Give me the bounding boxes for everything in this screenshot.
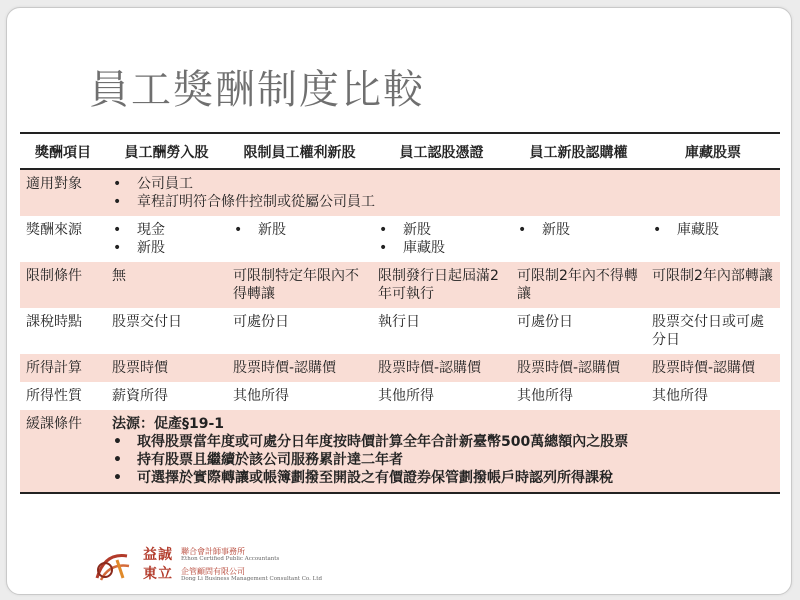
list-item: • 可選擇於實際轉讓或帳簿劃撥至開設之有價證券保管劃撥帳戶時認列所得課稅 [112, 469, 776, 487]
table-cell: 可限制2年內部轉讓 [646, 262, 780, 308]
table-cell: 股票時價 [106, 354, 227, 382]
row-income-type [20, 382, 780, 410]
table-cell: 其他所得 [646, 382, 780, 410]
cell-source-4 [511, 216, 646, 262]
table-cell: 股票時價-認購價 [511, 354, 646, 382]
list-item: • 現金 [112, 221, 223, 239]
header-share-subscription: 員工新股認購權 [511, 133, 646, 169]
row-source [20, 216, 780, 262]
header-treasury-stock: 庫藏股票 [646, 133, 780, 169]
list-item: • 新股 [233, 221, 368, 239]
table-cell: 可限制2年內不得轉讓 [511, 262, 646, 308]
list-item: • 新股 [517, 221, 642, 239]
comparison-table [20, 132, 780, 494]
list-item: • 持有股票且繼續於該公司服務累計達二年者 [112, 451, 776, 469]
cell-source-1 [106, 216, 227, 262]
list-item: • 庫藏股 [652, 221, 776, 239]
row-restrictions [20, 262, 780, 308]
company-logo [93, 544, 333, 592]
list-item: • 新股 [378, 221, 507, 239]
logo-firm1-en: Ethon Certified Public Accountants [181, 556, 280, 562]
logo-name-line1: 益誠 [143, 547, 173, 563]
table-cell: 股票時價-認購價 [372, 354, 511, 382]
logo-firm1-cn: 聯合會計師事務所 [181, 547, 245, 556]
legal-basis: 法源：促產§19-1 [112, 416, 225, 432]
table-cell: 股票交付日或可處分日 [646, 308, 780, 354]
row-label: 所得性質 [20, 382, 106, 410]
list-item: • 取得股票當年度或可處分日年度按時價計算全年合計新臺幣500萬總額內之股票 [112, 433, 776, 451]
header-stock-options: 員工認股憑證 [372, 133, 511, 169]
table-cell: 其他所得 [372, 382, 511, 410]
cell-eligibility [106, 169, 780, 216]
row-deferral [20, 410, 780, 493]
table-cell: 可限制特定年限內不得轉讓 [227, 262, 372, 308]
logo-firm2-cn: 企管顧問有限公司 [181, 567, 245, 576]
table-cell: 可處份日 [511, 308, 646, 354]
row-eligibility [20, 169, 780, 216]
row-label: 限制條件 [20, 262, 106, 308]
list-item: • 章程訂明符合條件控制或從屬公司員工 [112, 193, 776, 211]
table-cell: 可處份日 [227, 308, 372, 354]
list-item: • 庫藏股 [378, 239, 507, 257]
cell-source-2 [227, 216, 372, 262]
table-cell: 其他所得 [511, 382, 646, 410]
row-label: 緩課條件 [20, 410, 106, 493]
logo-mark-icon [93, 548, 133, 584]
row-label: 課稅時點 [20, 308, 106, 354]
header-employee-bonus-shares: 員工酬勞入股 [106, 133, 227, 169]
cell-deferral [106, 410, 780, 493]
list-item: • 公司員工 [112, 175, 776, 193]
logo-firm2-en: Dong Li Business Management Consultant Co. Ltd [181, 576, 323, 582]
row-label: 適用對象 [20, 169, 106, 216]
slide-title: 員工獎酬制度比較 [89, 67, 425, 113]
row-tax-timing [20, 308, 780, 354]
row-label: 所得計算 [20, 354, 106, 382]
header-restricted-stock: 限制員工權利新股 [227, 133, 372, 169]
slide [6, 7, 792, 595]
logo-name-line2: 東立 [143, 566, 173, 582]
cell-source-5 [646, 216, 780, 262]
cell-source-3 [372, 216, 511, 262]
table-cell: 股票時價-認購價 [227, 354, 372, 382]
row-label: 獎酬來源 [20, 216, 106, 262]
list-item: • 新股 [112, 239, 223, 257]
table-cell: 薪資所得 [106, 382, 227, 410]
header-item: 獎酬項目 [20, 133, 106, 169]
table-cell: 股票交付日 [106, 308, 227, 354]
table-cell: 限制發行日起屆滿2年可執行 [372, 262, 511, 308]
table-cell: 股票時價-認購價 [646, 354, 780, 382]
table-cell: 其他所得 [227, 382, 372, 410]
header-row [20, 133, 780, 169]
table-cell: 執行日 [372, 308, 511, 354]
row-income-calc [20, 354, 780, 382]
table-cell: 無 [106, 262, 227, 308]
